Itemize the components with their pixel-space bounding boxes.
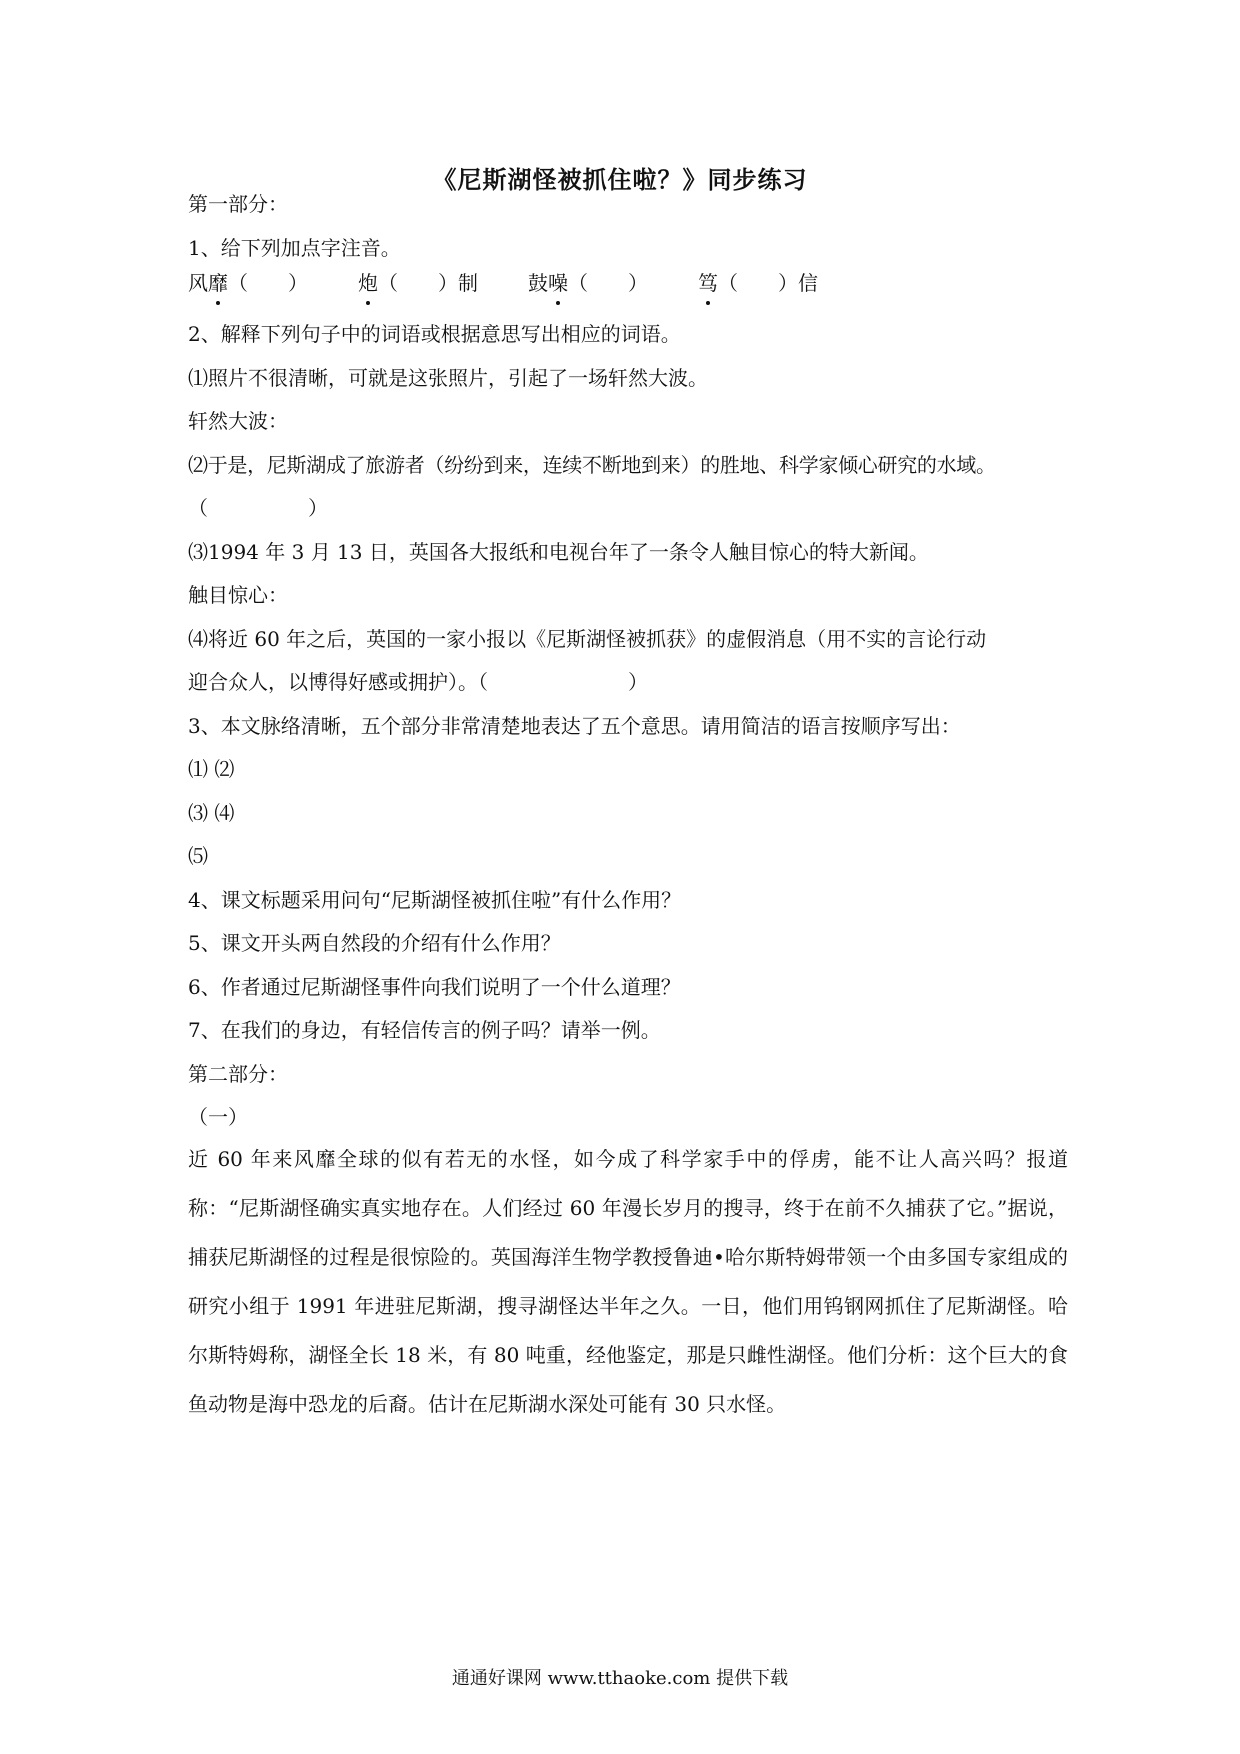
q2-sentence-3: ⑶1994 年 3 月 13 日，英国各大报纸和电视台年了一条令人触目惊心的特大新闻。 xyxy=(188,540,929,564)
q2-label-3: 触目惊心： xyxy=(188,583,288,607)
q1-items xyxy=(188,268,1068,298)
q3-prompt: 3、本文脉络清晰，五个部分非常清楚地表达了五个意思。请用简洁的语言按顺序写出： xyxy=(188,714,961,738)
q2-sentence-4a: ⑷将近 60 年之后，英国的一家小报以《尼斯湖怪被抓获》的虚假消息（用不实的言论行动 xyxy=(188,627,987,651)
part2-section-label: （一） xyxy=(188,1105,248,1129)
part2-heading: 第二部分： xyxy=(188,1062,288,1086)
q4-text: 4、课文标题采用问句“尼斯湖怪被抓住啦”有什么作用？ xyxy=(188,888,682,912)
part2-passage: 近 60 年来风靡全球的似有若无的水怪，如今成了科学家手中的俘虏，能不让人高兴吗？报道称：“尼斯湖怪确实真实地存在。人们经过 60 年漫长岁月的搜寻，终于在前不久捕获了它。”据说，捕获尼斯湖怪的过程是很惊险的。英国海洋生物学教授鲁迪•哈尔斯特姆带领一个由多国专家组成的研究小组于 1991 年进驻尼斯湖，搜寻湖怪达半年之久。一日，他们用钨钢网抓住了尼斯湖怪。哈尔斯特姆称，湖怪全长 18 米，有 80 吨重，经他鉴定，那是只雌性湖怪。他们分析：这个巨大的食鱼动物是海中恐龙的后裔。估计在尼斯湖水深处可能有 30 只水怪。 xyxy=(188,1147,1068,1416)
q2-label-1: 轩然大波： xyxy=(188,409,288,433)
q2-sentence-2: ⑵于是，尼斯湖成了旅游者（纷纷到来，连续不断地到来）的胜地、科学家倾心研究的水域。 xyxy=(188,453,996,477)
q2-sentence-1: ⑴照片不很清晰，可就是这张照片，引起了一场轩然大波。 xyxy=(188,366,708,390)
q2-blank-2: （ ） xyxy=(188,496,328,520)
q7-text: 7、在我们的身边，有轻信传言的例子吗？请举一例。 xyxy=(188,1018,661,1042)
q5-text: 5、课文开头两自然段的介绍有什么作用？ xyxy=(188,931,561,955)
q1-item: 风靡（ ） xyxy=(188,268,338,298)
q3-row-1: ⑴ ⑵ xyxy=(188,757,235,781)
q1-item: 炮（ ）制 xyxy=(358,268,518,298)
page-title: 《尼斯湖怪被抓住啦？》同步练习 xyxy=(432,166,808,194)
q1-item: 鼓噪（ ） xyxy=(528,268,698,298)
q1-item: 笃（ ）信 xyxy=(698,268,818,298)
q1-prompt: 1、给下列加点字注音。 xyxy=(188,236,401,260)
q2-prompt: 2、解释下列句子中的词语或根据意思写出相应的词语。 xyxy=(188,322,681,346)
part1-heading: 第一部分： xyxy=(188,192,288,216)
q3-row-2: ⑶ ⑷ xyxy=(188,801,235,825)
page-footer: 通通好课网 www.tthaoke.com 提供下载 xyxy=(451,1668,789,1689)
q6-text: 6、作者通过尼斯湖怪事件向我们说明了一个什么道理？ xyxy=(188,975,681,999)
q2-sentence-4b: 迎合众人，以博得好感或拥护）。（ ） xyxy=(188,670,648,694)
q3-row-3: ⑸ xyxy=(188,844,208,868)
